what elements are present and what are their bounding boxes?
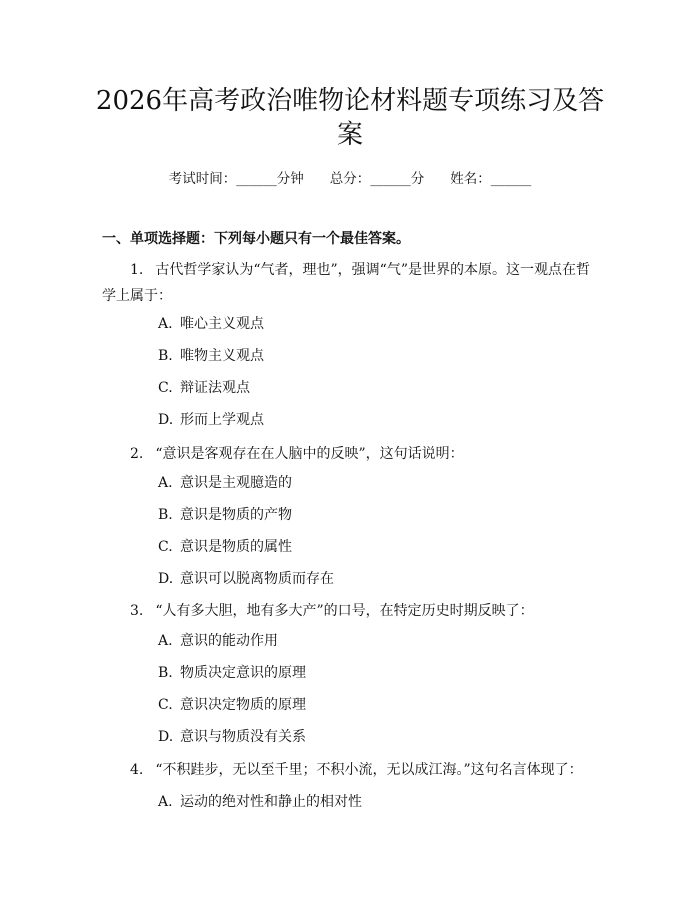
score-blank: ______ bbox=[370, 171, 411, 187]
name-label: 姓名： bbox=[450, 171, 491, 187]
question-number: 1. bbox=[130, 262, 144, 278]
option-1c[interactable] bbox=[158, 379, 250, 397]
option-3c[interactable] bbox=[158, 696, 306, 714]
option-letter: B. bbox=[158, 665, 173, 681]
page-title: 2026年高考政治唯物论材料题专项练习及答案 bbox=[95, 86, 605, 150]
option-letter: C. bbox=[158, 697, 173, 713]
option-letter: C. bbox=[158, 380, 173, 396]
question-number: 3. bbox=[130, 603, 144, 619]
option-text: 物质决定意识的原理 bbox=[180, 665, 306, 681]
option-text: 运动的绝对性和静止的相对性 bbox=[180, 794, 362, 810]
option-text: 意识是物质的产物 bbox=[180, 507, 292, 523]
option-letter: D. bbox=[158, 729, 174, 745]
option-4a[interactable] bbox=[158, 793, 362, 811]
option-letter: C. bbox=[158, 539, 173, 555]
question-stem: “不积跬步，无以至千里；不积小流，无以成江海。”这句名言体现了： bbox=[155, 762, 583, 778]
option-3b[interactable] bbox=[158, 664, 306, 682]
option-letter: A. bbox=[158, 316, 173, 332]
question-number: 4. bbox=[130, 762, 144, 778]
option-2d[interactable] bbox=[158, 570, 334, 588]
option-letter: B. bbox=[158, 507, 173, 523]
option-letter: B. bbox=[158, 348, 173, 364]
question-stem: “意识是客观存在在人脑中的反映”，这句话说明： bbox=[155, 446, 464, 462]
score-label: 总分： bbox=[329, 171, 371, 187]
question-4 bbox=[102, 757, 602, 783]
option-text: 意识是物质的属性 bbox=[180, 539, 292, 555]
exam-meta-line bbox=[0, 170, 700, 188]
question-2 bbox=[102, 441, 602, 467]
score-unit: 分 bbox=[410, 171, 425, 187]
option-1d[interactable] bbox=[158, 411, 264, 429]
question-number: 2. bbox=[130, 446, 144, 462]
option-text: 唯物主义观点 bbox=[180, 348, 264, 364]
option-1b[interactable] bbox=[158, 347, 264, 365]
question-stem: “人有多大胆，地有多大产”的口号，在特定历史时期反映了： bbox=[155, 603, 534, 619]
option-text: 意识决定物质的原理 bbox=[180, 697, 306, 713]
option-1a[interactable] bbox=[158, 315, 264, 333]
option-text: 意识是主观臆造的 bbox=[180, 475, 292, 491]
time-blank: ______ bbox=[236, 171, 277, 187]
option-letter: D. bbox=[158, 412, 174, 428]
option-2a[interactable] bbox=[158, 474, 292, 492]
option-text: 意识与物质没有关系 bbox=[180, 729, 306, 745]
time-unit: 分钟 bbox=[276, 171, 304, 187]
option-2b[interactable] bbox=[158, 506, 292, 524]
option-text: 形而上学观点 bbox=[180, 412, 264, 428]
option-text: 意识可以脱离物质而存在 bbox=[180, 571, 334, 587]
option-text: 辩证法观点 bbox=[180, 380, 250, 396]
option-letter: A. bbox=[158, 794, 173, 810]
option-letter: A. bbox=[158, 633, 173, 649]
option-letter: D. bbox=[158, 571, 174, 587]
name-blank: ______ bbox=[490, 171, 532, 187]
section-heading: 一、单项选择题：下列每小题只有一个最佳答案。 bbox=[102, 231, 410, 247]
option-text: 意识的能动作用 bbox=[180, 633, 278, 649]
option-text: 唯心主义观点 bbox=[180, 316, 264, 332]
option-2c[interactable] bbox=[158, 538, 292, 556]
question-stem: 古代哲学家认为“气者，理也”，强调“气”是世界的本原。这一观点在哲学上属于： bbox=[102, 262, 590, 304]
time-label: 考试时间： bbox=[168, 171, 237, 187]
option-3d[interactable] bbox=[158, 728, 306, 746]
option-letter: A. bbox=[158, 475, 173, 491]
option-3a[interactable] bbox=[158, 632, 278, 650]
question-3 bbox=[102, 598, 602, 624]
question-1 bbox=[102, 257, 602, 309]
